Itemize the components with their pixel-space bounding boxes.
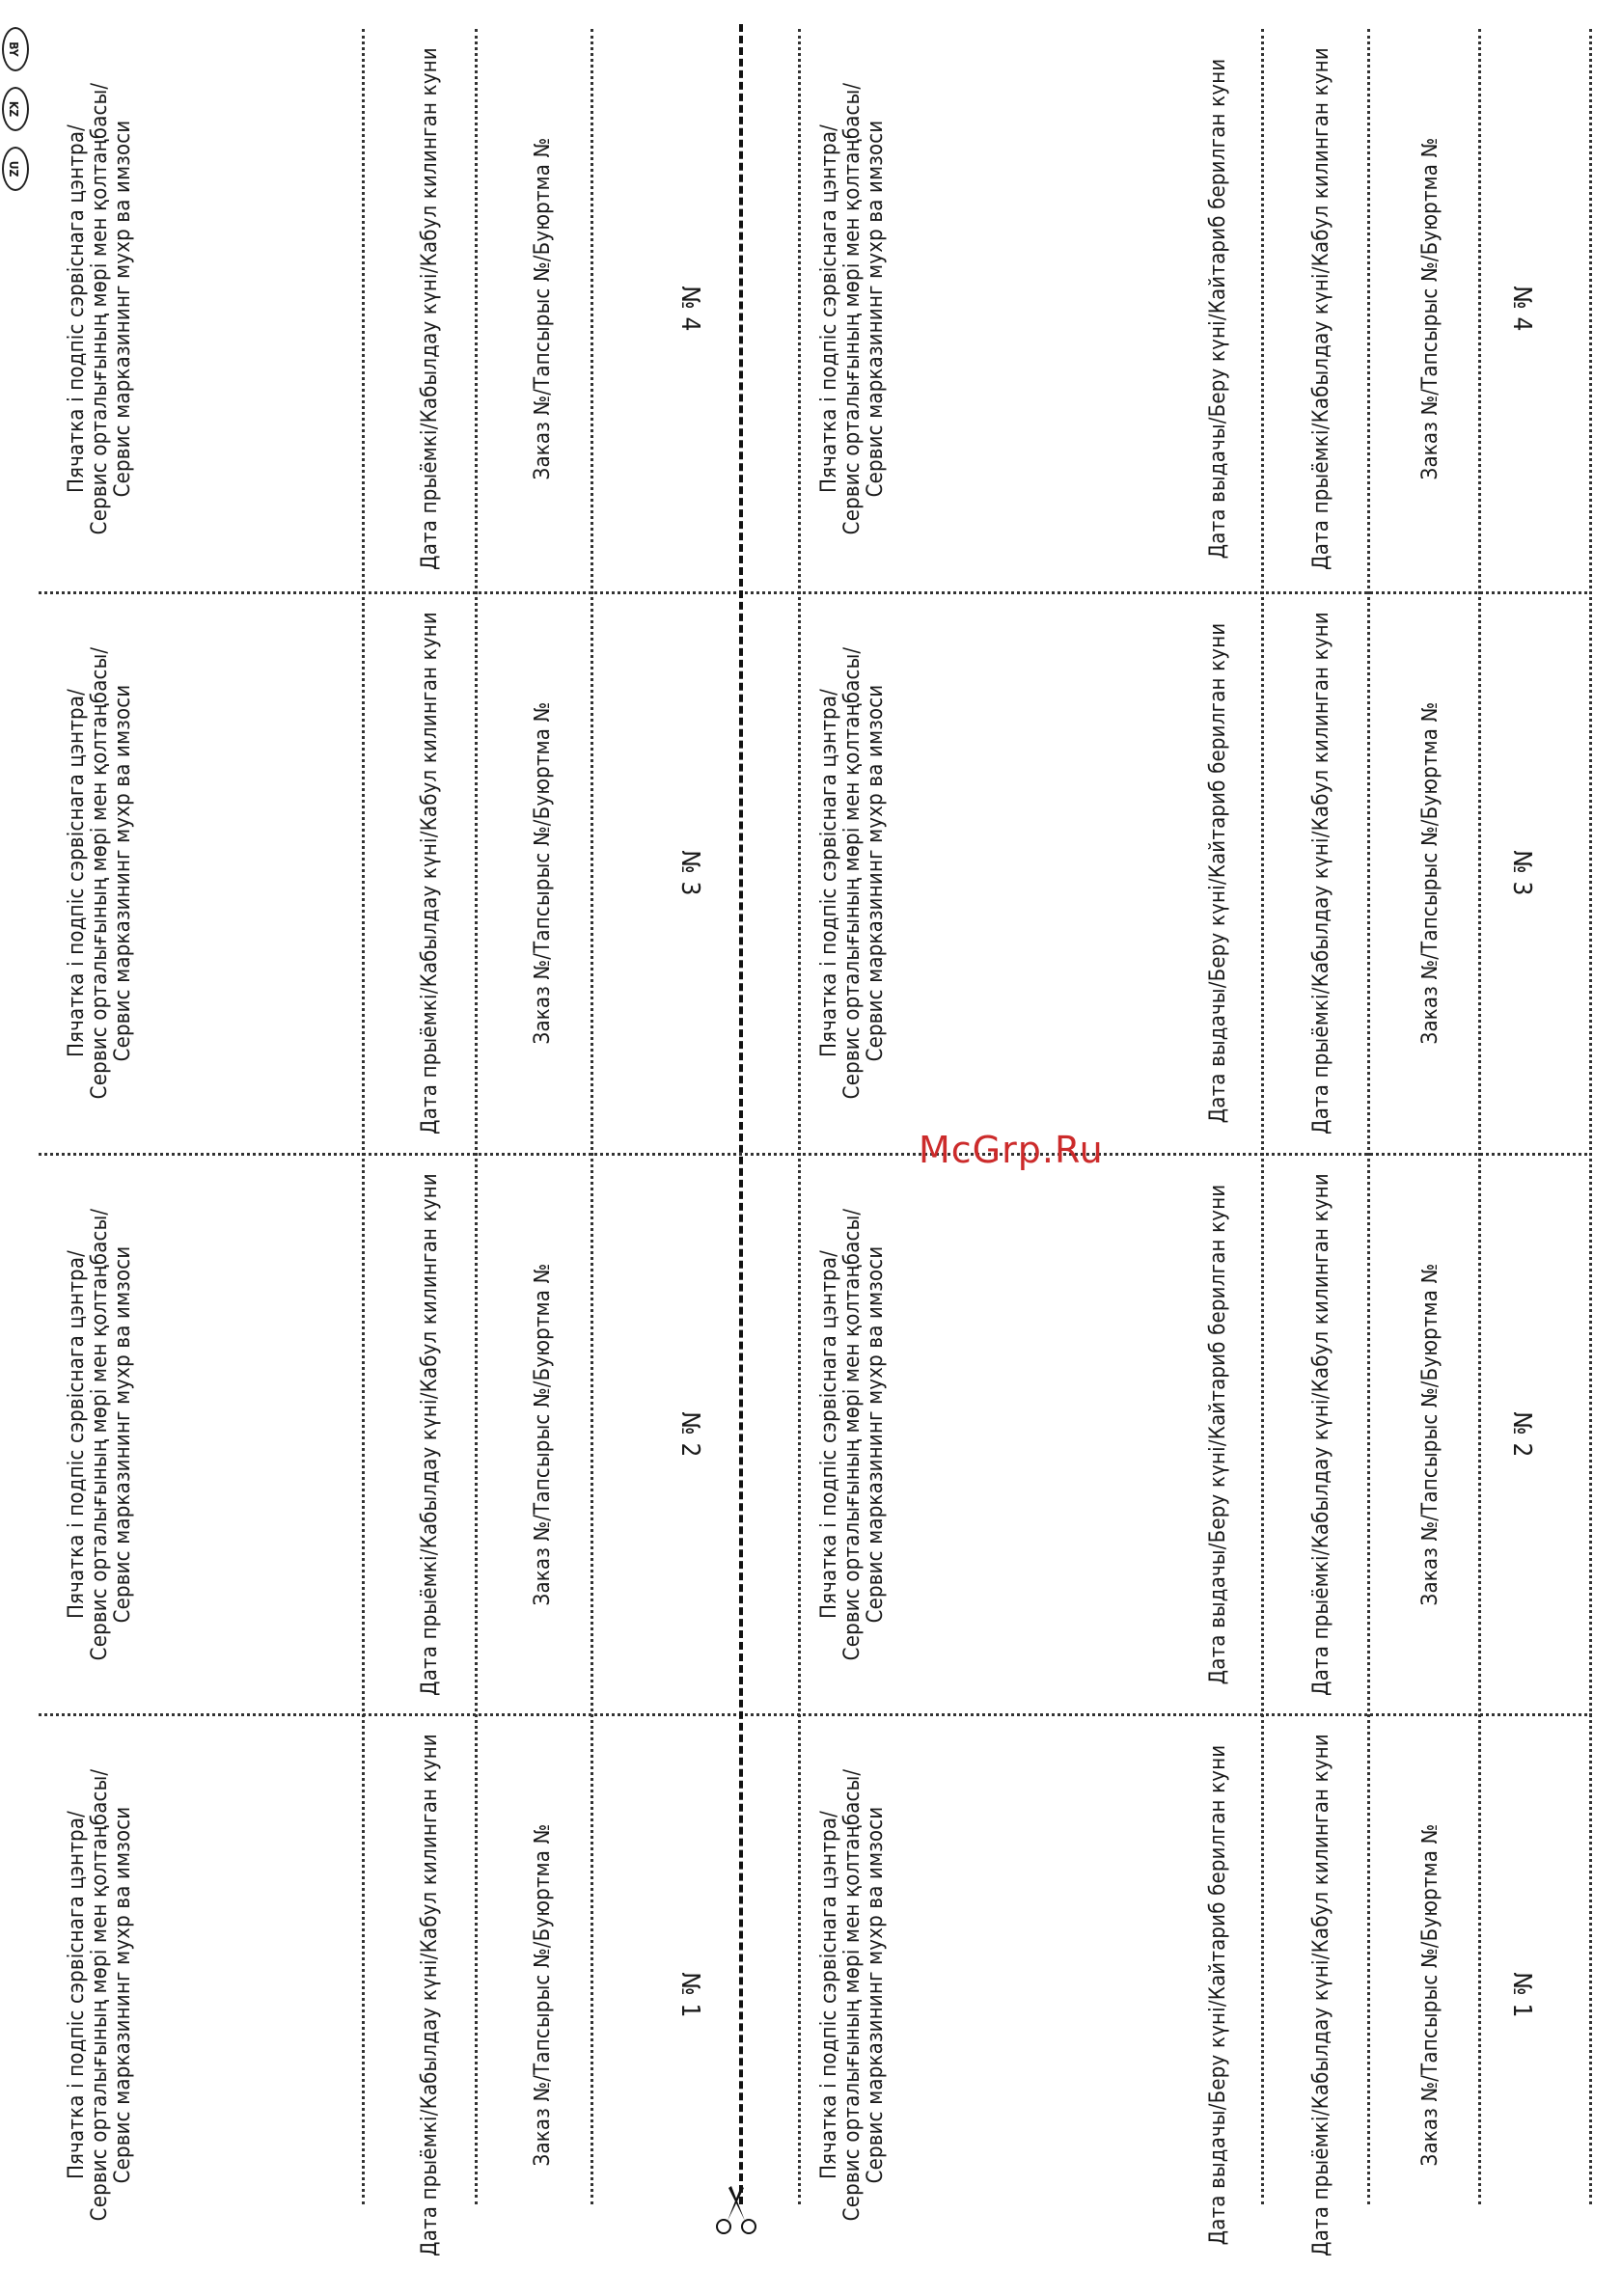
coupon-top-number: № 1 (1507, 1972, 1536, 2018)
coupon-top-order: Заказ №/Тапсырыс №/Буюртма № (1418, 701, 1442, 1045)
coupon-top-issued: Дата выдачы/Беру күні/Кайтариб берилган куни (1206, 622, 1230, 1124)
coupon-top-issued: Дата выдачы/Беру күні/Кайтариб берилган куни (1206, 1744, 1230, 2246)
coupon-bottom-order: Заказ №/Тапсырыс №/Буюртма № (531, 137, 555, 480)
coupon-top-number: № 2 (1507, 1411, 1536, 1458)
coupon-top-stamp: Пячатка і подпіс сэрвіснага цэнтра/ Сервис орталығының мөрі мен қолтаңбасы/ Сервис марказининг мухр ва имзоси (817, 646, 888, 1100)
coupon-top-stamp: Пячатка і подпіс сэрвіснага цэнтра/ Сервис орталығының мөрі мен қолтаңбасы/ Сервис марказининг мухр ва имзоси (817, 1768, 888, 2222)
row-divider (798, 29, 801, 2204)
coupon-top-stamp: Пячатка і подпіс сэрвіснага цэнтра/ Сервис орталығының мөрі мен қолтаңбасы/ Сервис марказининг мухр ва имзоси (817, 82, 888, 535)
cut-line (739, 24, 743, 2204)
coupon-bottom-stamp: Пячатка і подпіс сэрвіснага цэнтра/ Сервис орталығының мөрі мен қолтаңбасы/ Сервис марказининг мухр ва имзоси (65, 1768, 135, 2222)
coupon-top-order: Заказ №/Тапсырыс №/Буюртма № (1418, 1823, 1442, 2167)
coupon-top-number: № 3 (1507, 850, 1536, 896)
column-divider (39, 1713, 1592, 1716)
coupon-top-order: Заказ №/Тапсырыс №/Буюртма № (1418, 137, 1442, 480)
badge-by: BY (2, 27, 29, 71)
coupon-top-order: Заказ №/Тапсырыс №/Буюртма № (1418, 1263, 1442, 1606)
coupon-bottom-received: Дата прыёмкі/Кабылдау күні/Кабул килинган куни (418, 1734, 442, 2256)
column-divider (39, 591, 1592, 594)
coupon-bottom-number: № 4 (675, 286, 704, 332)
coupon-bottom-stamp: Пячатка і подпіс сэрвіснага цэнтра/ Сервис орталығының мөрі мен қолтаңбасы/ Сервис марказининг мухр ва имзоси (65, 646, 135, 1100)
row-divider (475, 29, 478, 2204)
row-divider (1261, 29, 1264, 2204)
badge-uz: UZ (2, 147, 29, 191)
coupon-bottom-order: Заказ №/Тапсырыс №/Буюртма № (531, 1263, 555, 1606)
coupon-top-issued: Дата выдачы/Беру күні/Кайтариб берилган куни (1206, 58, 1230, 560)
coupon-bottom-stamp: Пячатка і подпіс сэрвіснага цэнтра/ Сервис орталығының мөрі мен қолтаңбасы/ Сервис марказининг мухр ва имзоси (65, 1208, 135, 1661)
coupon-top-received: Дата прыёмкі/Кабылдау күні/Кабул килинган куни (1309, 47, 1333, 570)
coupon-bottom-stamp: Пячатка і подпіс сэрвіснага цэнтра/ Сервис орталығының мөрі мен қолтаңбасы/ Сервис марказининг мухр ва имзоси (65, 82, 135, 535)
coupon-bottom-number: № 1 (675, 1972, 704, 2018)
coupon-bottom-number: № 2 (675, 1411, 704, 1458)
coupon-bottom-received: Дата прыёмкі/Кабылдау күні/Кабул килинган куни (418, 47, 442, 570)
scissors-icon (712, 2178, 760, 2236)
watermark: McGrp.Ru (919, 1129, 1104, 1171)
coupon-top-number: № 4 (1507, 286, 1536, 332)
coupon-top-issued: Дата выдачы/Беру күні/Кайтариб берилган куни (1206, 1184, 1230, 1685)
column-divider (39, 1153, 1592, 1156)
country-badges (0, 27, 29, 220)
coupon-top-received: Дата прыёмкі/Кабылдау күні/Кабул килинган куни (1309, 612, 1333, 1134)
coupon-bottom-order: Заказ №/Тапсырыс №/Буюртма № (531, 1823, 555, 2167)
coupon-top-received: Дата прыёмкі/Кабылдау күні/Кабул килинган куни (1309, 1734, 1333, 2256)
row-divider (1367, 29, 1370, 2204)
coupon-top-received: Дата прыёмкі/Кабылдау күні/Кабул килинган куни (1309, 1173, 1333, 1696)
badge-kz: KZ (2, 87, 29, 131)
coupon-bottom-received: Дата прыёмкі/Кабылдау күні/Кабул килинган куни (418, 1173, 442, 1696)
coupon-top-stamp: Пячатка і подпіс сэрвіснага цэнтра/ Сервис орталығының мөрі мен қолтаңбасы/ Сервис марказининг мухр ва имзоси (817, 1208, 888, 1661)
coupon-bottom-order: Заказ №/Тапсырыс №/Буюртма № (531, 701, 555, 1045)
row-divider (1478, 29, 1481, 2204)
coupon-bottom-number: № 3 (675, 850, 704, 896)
row-divider (591, 29, 593, 2204)
row-divider (362, 29, 365, 2204)
coupon-bottom-received: Дата прыёмкі/Кабылдау күні/Кабул килинган куни (418, 612, 442, 1134)
row-divider (1589, 29, 1592, 2204)
